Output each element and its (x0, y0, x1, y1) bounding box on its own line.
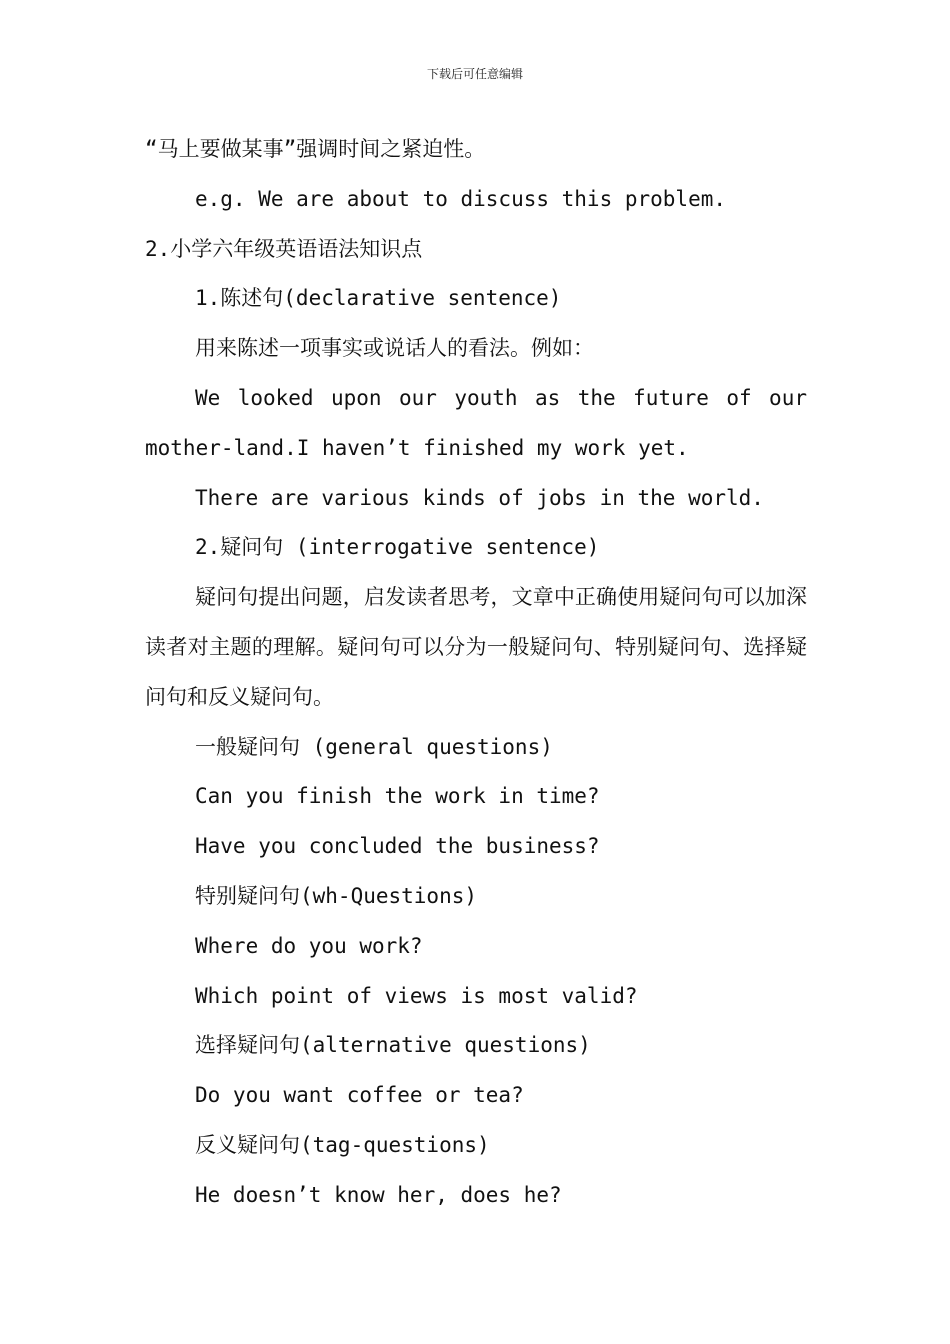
subheading-general-questions: 一般疑问句 (general questions) (195, 734, 553, 759)
paragraph-declarative-desc: 用来陈述一项事实或说话人的看法。例如： (195, 336, 594, 361)
example-wh-1: Where do you work? (195, 933, 423, 958)
example-declarative-2: There are various kinds of jobs in the world. (195, 485, 764, 510)
example-wh-2: Which point of views is most valid? (195, 983, 638, 1008)
subheading-alternative-questions: 选择疑问句(alternative questions) (195, 1033, 591, 1058)
header-note: 下载后可任意编辑 (426, 67, 523, 81)
example-declarative-1: We looked upon our youth as the future of our mother-land.I haven’t finished my work yet. (145, 385, 807, 460)
subheading-tag-questions: 反义疑问句(tag-questions) (195, 1132, 490, 1157)
paragraph-urgency-note: “马上要做某事”强调时间之紧迫性。 (145, 137, 486, 161)
example-general-2: Have you concluded the business? (195, 834, 600, 859)
example-about-to: e.g. We are about to discuss this problem. (195, 186, 727, 211)
example-alternative-1: Do you want coffee or tea? (195, 1083, 524, 1108)
subheading-wh-questions: 特别疑问句(wh-Questions) (195, 883, 478, 908)
document-body (145, 125, 807, 1221)
subheading-interrogative: 2.疑问句 (interrogative sentence) (195, 535, 600, 560)
example-general-1: Can you finish the work in time? (195, 784, 600, 809)
example-tag-1: He doesn’t know her, does he? (195, 1182, 562, 1207)
section-heading: 2.小学六年级英语语法知识点 (145, 236, 423, 261)
subheading-declarative: 1.陈述句(declarative sentence) (195, 286, 562, 311)
paragraph-interrogative-desc: 疑问句提出问题，启发读者思考，文章中正确使用疑问句可以加深读者对主题的理解。疑问句可以分为一般疑问句、特别疑问句、选择疑问句和反义疑问句。 (145, 585, 807, 709)
